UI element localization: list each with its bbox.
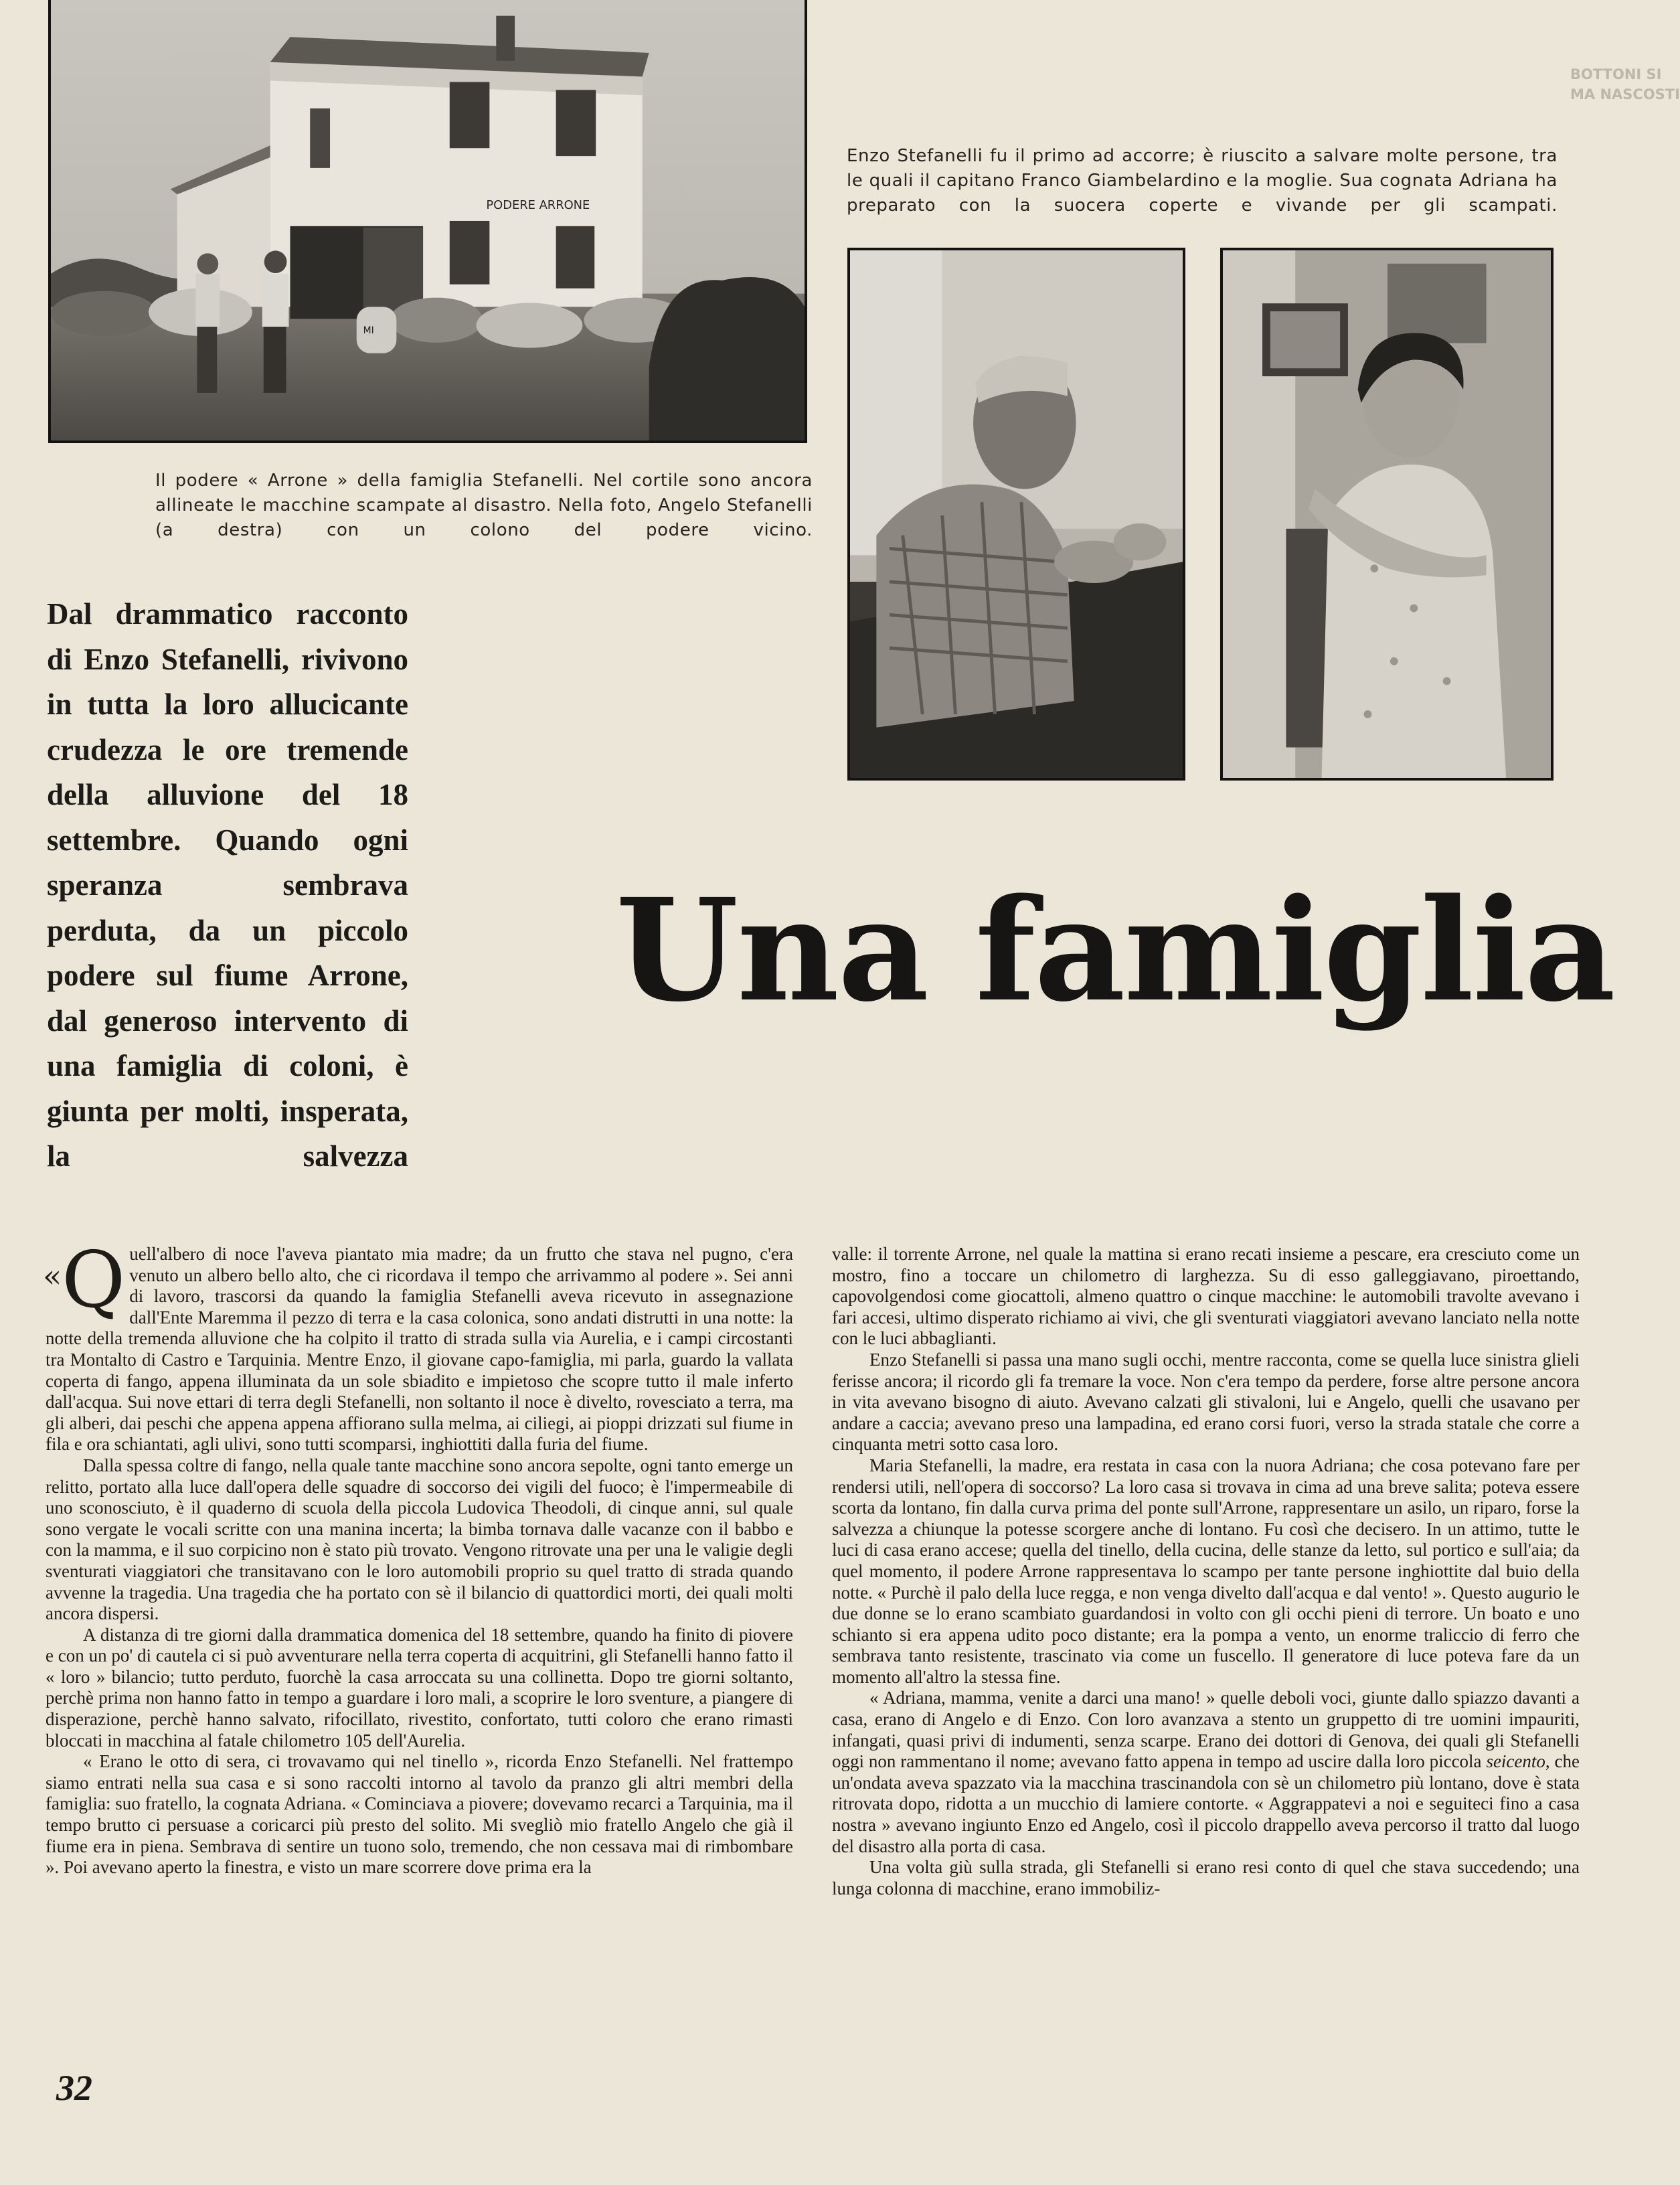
photo-farmhouse xyxy=(48,0,807,443)
body-paragraph: valle: il torrente Arrone, nel quale la mattina si erano recati insieme a pescare, era cresciuto come un mostro, fino a toccare un chilometro di larghezza. Su di esso galleggiavano, piroettando, capovolgendosi come giocattoli, almeno quattro o cinque macchine: le automobili travolte avevano i fari accesi, ultimo disperato richiamo ai vivi, che gli sventurati viaggiatori avevano lanciato nella notte con le luci abbaglianti. xyxy=(832,1244,1580,1349)
article-column-left xyxy=(43,1235,793,1878)
enzo-illustration xyxy=(850,250,1183,778)
body-paragraph: A distanza di tre giorni dalla drammatica domenica del 18 settembre, quando ha finito di piovere e con un po' di cautela ci si può avventurare nella terra coperta di acquitrini, gli Stefanelli hanno fatto il « loro » bilancio; tutto perduto, fuorchè la casa arroccata su una collinetta. Dopo tre giorni soltanto, perchè prima non hanno fatto in tempo a guardare i loro mali, a scoprire le loro sventure, a piangere di disperazione, perchè hanno salvato, rifocillato, rivestito, confortato, tutti coloro che erano rimasti bloccati in macchina al fatale chilometro 105 dell'Aurelia. xyxy=(46,1624,793,1751)
body-paragraph: Dalla spessa coltre di fango, nella quale tante macchine sono ancora sepolte, ogni tanto emerge un relitto, portato alla luce dall'opera delle squadre di soccorso dei vigili del fuoco; è l'impermeabile di uno sconosciuto, è il quaderno di scuola della piccola Ludovica Theodoli, di cinque anni, sul quale sono vergate le vocali scritte con una manina incerta; la bimba tornava dalle vacanze con il babbo e con la mamma, e il suo corpicino non è stato più trovato. Vengono ritrovate una per una le valigie degli sventurati viaggiatori che transitavano con le loro automobili proprio su quel tratto di strada quando avvenne la tragedia. Una tragedia che ha portato con sè il bilancio di quattordici morti, dei quali molti ancora dispersi. xyxy=(46,1455,793,1624)
caption-farmhouse: Il podere « Arrone » della famiglia Stefanelli. Nel cortile sono ancora allineate le macchine scampate al disastro. Nella foto, Angelo Stefanelli (a destra) con un colono del podere vicino. xyxy=(155,471,813,540)
bleed-line: BOTTONI SI xyxy=(1570,66,1662,82)
body-paragraph: «Q uell'albero di noce l'aveva piantato mia madre; da un frutto che stava nel pugno, c'era venuto un albero bello alto, che ci ricordava il tempo che arrivammo al podere ». Sei anni di lavoro, trascorsi da quando la famiglia Stefanelli aveva ricevuto in assegnazione dall'Ente Maremma il pezzo di terra e la casa colonica, sono andati distrutti in una notte: la notte della tremenda alluvione che ha colpito il tratto di strada sulla via Aurelia, e i campi circostanti tra Montalto di Castro e Tarquinia. Mentre Enzo, il giovane capo-famiglia, mi parla, guardo la vallata coperta di fango, appena illuminata da un sole sbiadito e impietoso che scopre tutto il male inferto dall'acqua. Sui nove ettari di terra degli Stefanelli, non soltanto il noce è divelto, rovesciato a terra, ma gli alberi, dai peschi che appena appena affiorano sulla melma, ai ciliegi, ai pioppi drizzati sul fiume in fila e ora schiantati, agli ulivi, sono tutti scomparsi, inghiottiti dalla furia del fiume. xyxy=(43,1235,793,1455)
adriana-illustration xyxy=(1223,250,1551,778)
drop-cap: «Q xyxy=(43,1235,126,1325)
caption-enzo: Enzo Stefanelli fu il primo ad accorre; è riuscito a salvare molte persone, tra le quali il capitano Franco Giambelardino e la moglie. Sua cognata Adriana ha preparato con la suocera coperte e vivande per gli scampati. xyxy=(847,146,1558,216)
farmhouse-illustration xyxy=(51,0,805,440)
body-paragraph: « Adriana, mamma, venite a darci una mano! » quelle deboli voci, giunte dallo spiazzo davanti a casa, erano di Angelo e di Enzo. Con loro avanzava a stento un gruppetto di tre uomini impauriti, infangati, quasi privi di indumenti, senza scarpe. Erano dei dottori di Genova, dei quali gli Stefanelli oggi non rammentano il nome; avevano fatto appena in tempo ad uscire dalla loro piccola seicento, che un'ondata aveva spazzato via la macchina trascinandola con sè un chilometro più lontano, dove è stata ritrovata dopo, ridotta a un mucchio di lamiere contorte. « Aggrappatevi a noi e seguiteci fino a casa nostra » avevano ingiunto Enzo ed Angelo, così il piccolo drappello aveva percorso il tratto dal luogo del disastro alla porta di casa. xyxy=(832,1688,1580,1856)
photo-adriana xyxy=(1220,248,1553,781)
bleed-through-text xyxy=(1570,64,1680,104)
body-paragraph: Maria Stefanelli, la madre, era restata in casa con la nuora Adriana; che cosa potevano fare per rendersi utili, nell'opera di soccorso? La loro casa si trovava in cima ad una breve salita; poteva essere scorta da lontano, fin dalla curva prima del ponte sull'Arrone, rappresentare un asilo, un riparo, forse la salvezza a chiunque la potesse scorgere anche di lontano. Fu così che decisero. In un attimo, tutte le luci di casa erano accese; quella del tinello, della cucina, delle stanze da letto, sul portico e sull'aia; da quel momento, il podere Arrone rappresentava lo scampo per tante persone inghiottite dal buio della notte. « Purchè il palo della luce regga, e non venga divelto dall'acqua e dal vento! ». Questo augurio le due donne se lo erano scambiato guardandosi in volto con gli occhi pieni di terrore. Un boato e uno schianto si era appena udito poco distante; era la pompa a vento, un enorme traliccio di ferro che sembrava tanto resistente, trascinato via come un fuscello. Il generatore di luce poteva fare da un momento all'altro la stessa fine. xyxy=(832,1455,1580,1687)
podere-sign: PODERE ARRONE xyxy=(486,198,590,213)
body-paragraph: Una volta giù sulla strada, gli Stefanelli si erano resi conto di quel che stava succedendo; una lunga colonna di macchine, erano immobiliz- xyxy=(832,1857,1580,1898)
article-column-right xyxy=(832,1244,1580,1899)
bleed-line: MA NASCOSTI xyxy=(1570,86,1680,102)
headline: Una famiglia xyxy=(616,868,1614,1033)
photo-enzo xyxy=(847,248,1185,781)
body-paragraph: « Erano le otto di sera, ci trovavamo qui nel tinello », ricorda Enzo Stefanelli. Nel frattempo siamo entrati nella sua casa e si sono raccolti intorno al tavolo da pranzo gli altri membri della famiglia: suo fratello, la cognata Adriana. « Cominciava a piovere; dovevamo recarci a Tarquinia, ma il tempo brutto ci persuase a coricarci più presto del solito. Mi svegliò mio fratello Angelo che già il fiume era in piena. Sembrava di sentire un tuono solo, tremendo, che non cessava mai di rimbombare ». Poi avevano aperto la finestra, e visto un mare scorrere dove prima era la xyxy=(46,1751,793,1878)
scooter-plate: MI xyxy=(363,325,374,336)
body-paragraph: Enzo Stefanelli si passa una mano sugli occhi, mentre racconta, come se quella luce sinistra glieli ferisse ancora; il ricordo gli fa tremare la voce. Non c'era tempo da perdere, forse altre persone ancora in vita avevano bisogno di aiuto. Avevano calzati gli stivaloni, lui e Angelo, quelli che usavano per andare a caccia; avevano preso una lampadina, ed erano corsi fuori, verso la strada statale che corre a cinquanta metri sotto casa loro. xyxy=(832,1349,1580,1455)
page-number: 32 xyxy=(56,2068,92,2108)
lead-paragraph: Dal drammatico racconto di Enzo Stefanelli, rivivono in tutta la loro allucicante crudezza le ore tremende della alluvione del 18 settembre. Quando ogni speranza sembrava perduta, da un piccolo podere sul fiume Arrone, dal generoso intervento di una famiglia di coloni, è giunta per molti, insperata, la salvezza xyxy=(47,597,408,1173)
